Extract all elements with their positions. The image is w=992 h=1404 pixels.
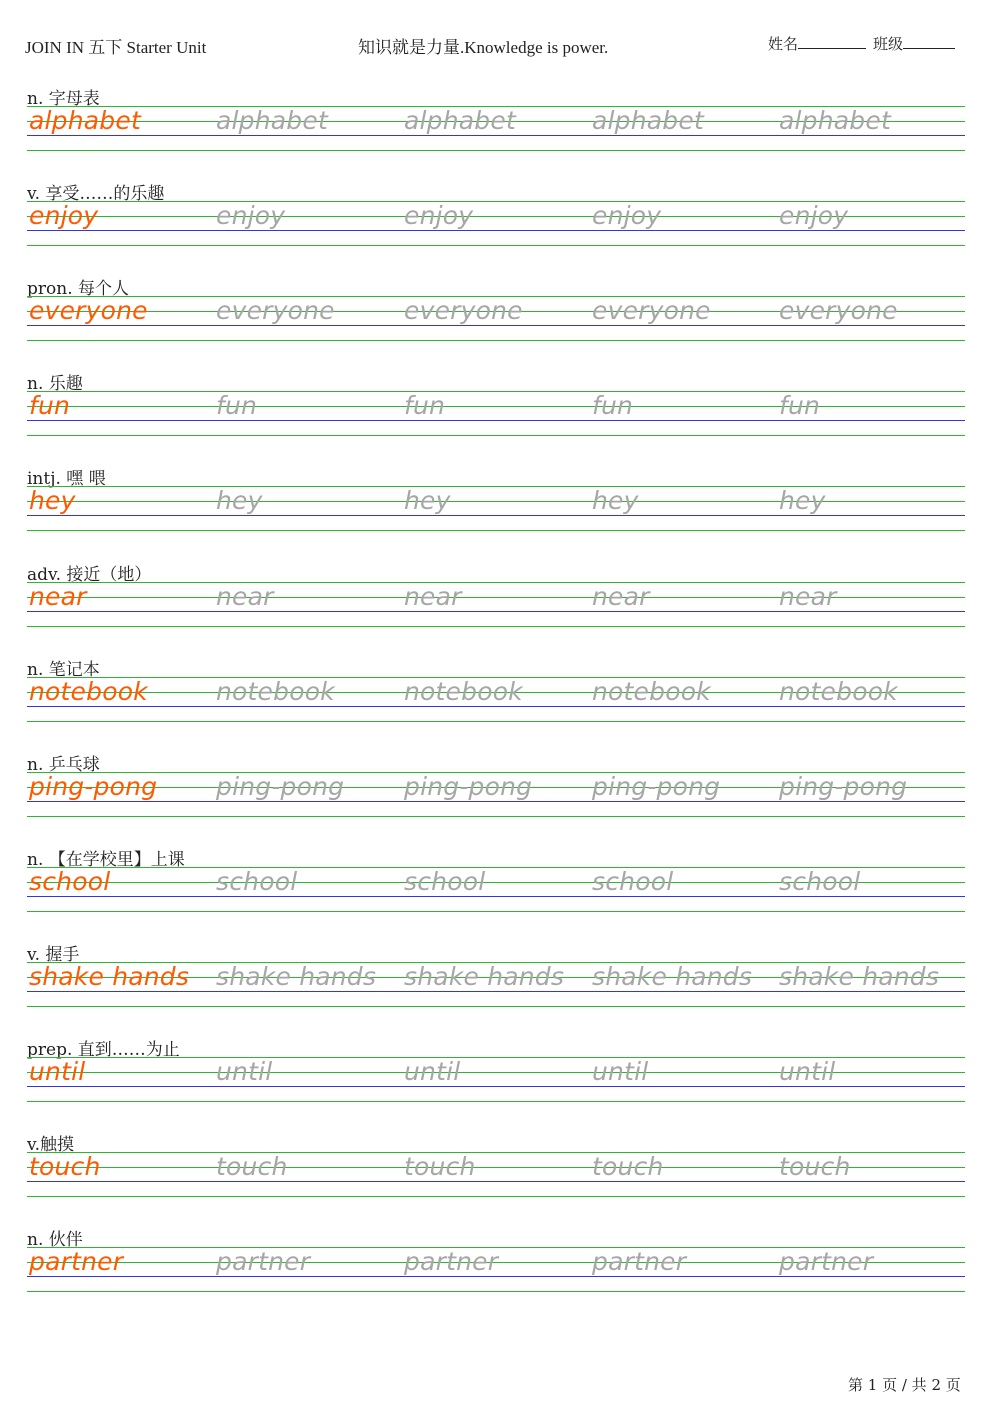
worksheet-title: JOIN IN 五下 Starter Unit xyxy=(25,38,207,57)
model-word: notebook xyxy=(29,676,148,706)
trace-word: fun xyxy=(404,391,446,421)
word-meaning: n. 乒乓球 xyxy=(27,754,100,775)
guide-line xyxy=(27,406,965,407)
trace-word: everyone xyxy=(592,296,711,326)
trace-word: hey xyxy=(404,486,451,516)
model-word: school xyxy=(29,866,111,896)
trace-word: near xyxy=(216,581,274,611)
word-meaning: n. 乐趣 xyxy=(27,374,83,395)
word-meaning: adv. 接近（地） xyxy=(27,564,152,585)
model-word: near xyxy=(29,581,87,611)
guide-line xyxy=(27,391,965,392)
vocab-entry xyxy=(0,1130,992,1225)
vocab-entry xyxy=(0,464,992,559)
page-number: 第 1 页 / 共 2 页 xyxy=(848,1376,961,1394)
trace-word: near xyxy=(404,581,462,611)
trace-word: near xyxy=(592,581,650,611)
trace-word: school xyxy=(404,866,486,896)
word-meaning: prep. 直到……为止 xyxy=(27,1040,180,1060)
trace-word: touch xyxy=(404,1152,476,1182)
model-word: ping-pong xyxy=(29,771,158,801)
trace-word: enjoy xyxy=(216,201,286,231)
model-word: enjoy xyxy=(29,201,99,231)
trace-word: near xyxy=(779,581,837,611)
trace-word: enjoy xyxy=(592,201,662,231)
trace-word: touch xyxy=(779,1152,851,1182)
class-label: 班级 xyxy=(873,35,904,53)
guide-line xyxy=(27,150,965,151)
guide-line xyxy=(27,245,965,246)
trace-word: everyone xyxy=(404,296,523,326)
vocab-entry xyxy=(0,84,992,179)
guide-line xyxy=(27,340,965,341)
vocab-entry xyxy=(0,940,992,1035)
trace-word: alphabet xyxy=(216,106,328,135)
guide-line xyxy=(27,911,965,912)
trace-word: fun xyxy=(216,391,258,421)
word-meaning: n. 字母表 xyxy=(27,89,100,109)
word-meaning: n. 【在学校里】上课 xyxy=(27,849,185,870)
guide-line xyxy=(27,721,965,722)
word-meaning: v. 握手 xyxy=(27,944,80,965)
vocab-entry xyxy=(0,179,992,274)
trace-word: partner xyxy=(592,1247,687,1277)
trace-word: notebook xyxy=(216,676,335,706)
vocab-entry xyxy=(0,369,992,464)
guide-line xyxy=(27,1101,965,1102)
trace-word: notebook xyxy=(404,676,523,706)
model-word: fun xyxy=(29,391,71,421)
word-meaning: n. 笔记本 xyxy=(27,659,100,680)
word-meaning: n. 伙伴 xyxy=(27,1230,83,1251)
trace-word: fun xyxy=(592,391,634,421)
trace-word: enjoy xyxy=(404,201,474,231)
student-info xyxy=(768,33,955,54)
trace-word: notebook xyxy=(592,676,711,706)
trace-word: shake hands xyxy=(779,961,940,991)
model-word: partner xyxy=(29,1247,124,1277)
guide-line xyxy=(27,530,965,531)
trace-word: ping-pong xyxy=(404,771,533,801)
word-meaning: v. 享受……的乐趣 xyxy=(27,184,165,205)
model-word: hey xyxy=(29,486,76,516)
word-meaning: v.触摸 xyxy=(27,1135,74,1156)
vocab-entry xyxy=(0,274,992,369)
trace-word: school xyxy=(216,866,298,896)
model-word: until xyxy=(29,1057,86,1086)
trace-word: partner xyxy=(216,1247,311,1277)
model-word: shake hands xyxy=(29,961,190,991)
trace-word: until xyxy=(404,1057,461,1086)
guide-line xyxy=(27,1291,965,1292)
trace-word: everyone xyxy=(779,296,898,326)
trace-word: enjoy xyxy=(779,201,849,231)
vocab-entry xyxy=(0,750,992,845)
trace-word: hey xyxy=(216,486,263,516)
trace-word: shake hands xyxy=(592,961,753,991)
guide-line xyxy=(27,626,965,627)
trace-word: school xyxy=(779,866,861,896)
vocab-entry xyxy=(0,1035,992,1130)
trace-word: until xyxy=(779,1057,836,1086)
guide-line xyxy=(27,816,965,817)
trace-word: fun xyxy=(779,391,821,421)
vocab-entry xyxy=(0,560,992,655)
guide-line xyxy=(27,435,965,436)
vocab-entry xyxy=(0,655,992,750)
trace-word: until xyxy=(592,1057,649,1086)
trace-word: shake hands xyxy=(404,961,565,991)
trace-word: partner xyxy=(404,1247,499,1277)
trace-word: until xyxy=(216,1057,273,1086)
trace-word: hey xyxy=(592,486,639,516)
name-blank[interactable] xyxy=(798,34,866,49)
trace-word: school xyxy=(592,866,674,896)
model-word: everyone xyxy=(29,296,148,326)
trace-word: shake hands xyxy=(216,961,377,991)
trace-word: ping-pong xyxy=(592,771,721,801)
trace-word: notebook xyxy=(779,676,898,706)
model-word: touch xyxy=(29,1152,101,1182)
name-label: 姓名 xyxy=(768,35,799,53)
word-meaning: intj. 嘿 喂 xyxy=(27,469,106,490)
trace-word: ping-pong xyxy=(779,771,908,801)
trace-word: partner xyxy=(779,1247,874,1277)
trace-word: ping-pong xyxy=(216,771,345,801)
word-meaning: pron. 每个人 xyxy=(27,279,129,300)
trace-word: alphabet xyxy=(404,106,516,135)
guide-line xyxy=(27,1196,965,1197)
vocab-entry xyxy=(0,1225,992,1320)
trace-word: alphabet xyxy=(779,106,891,135)
baseline xyxy=(27,420,965,421)
trace-word: touch xyxy=(216,1152,288,1182)
vocab-entry xyxy=(0,845,992,940)
guide-line xyxy=(27,1006,965,1007)
trace-word: touch xyxy=(592,1152,664,1182)
model-word: alphabet xyxy=(29,106,141,135)
class-blank[interactable] xyxy=(903,34,955,49)
trace-word: everyone xyxy=(216,296,335,326)
trace-word: hey xyxy=(779,486,826,516)
motto: 知识就是力量.Knowledge is power. xyxy=(358,38,609,57)
trace-word: alphabet xyxy=(592,106,704,135)
